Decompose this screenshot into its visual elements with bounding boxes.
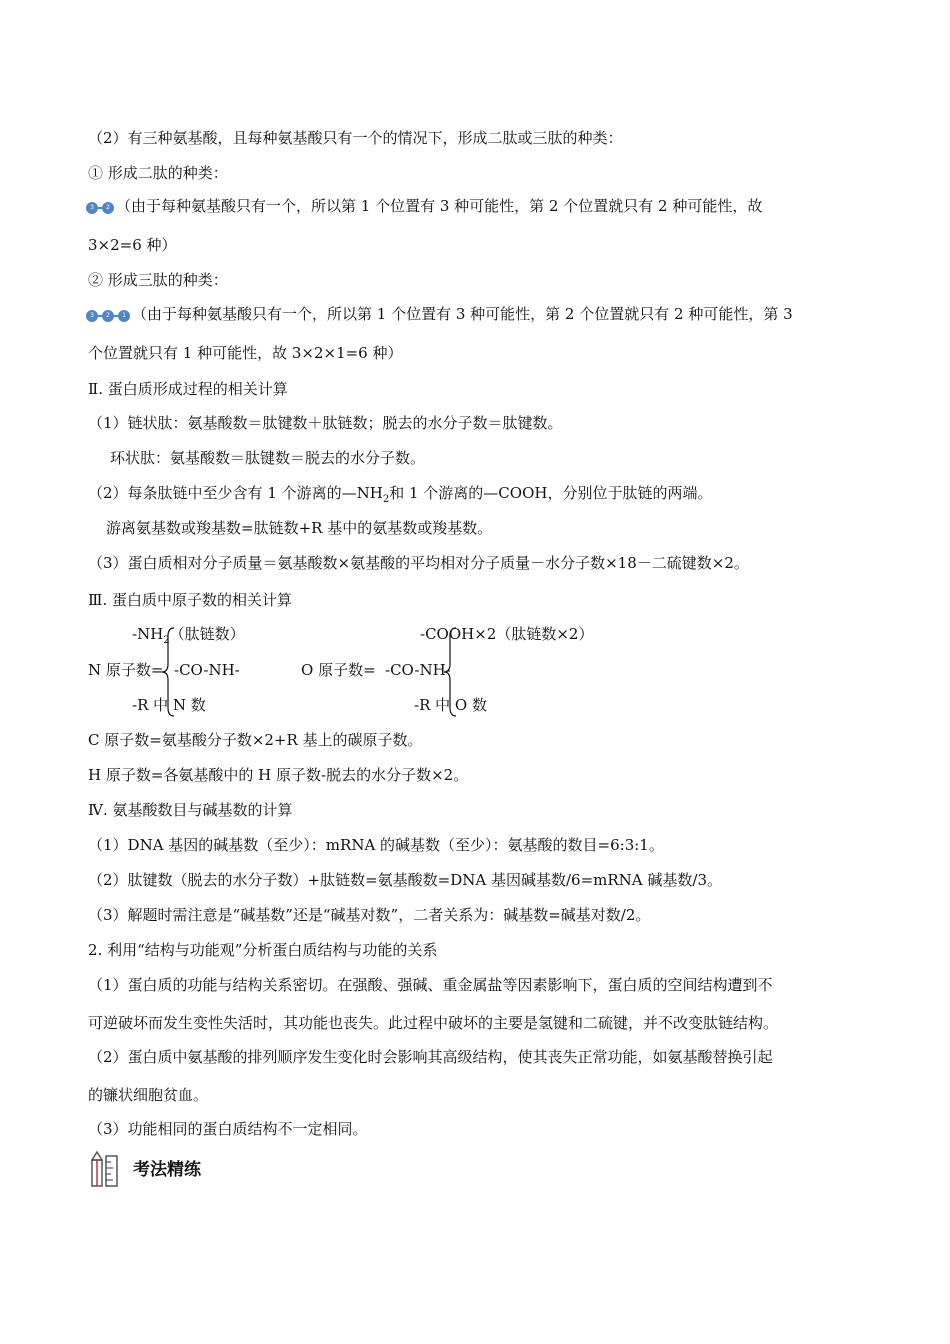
text-line: 3×2=6 种） [88, 236, 177, 254]
text-line: （2）蛋白质中氨基酸的排列顺序发生变化时会影响其高级结构，使其丧失正常功能，如氨基酸替换引起 [88, 1048, 773, 1066]
dipeptide-dots-icon: 3 2 [86, 197, 114, 217]
text-line: （1）链状肽：氨基酸数＝肽键数＋肽链数；脱去的水分子数＝肽键数。 [88, 414, 563, 432]
text-line: 的镰状细胞贫血。 [88, 1086, 209, 1104]
tripeptide-dots-icon: 3 2 1 [86, 305, 130, 325]
n-formula-label: N 原子数= [88, 661, 164, 679]
text-line: 3 2 （由于每种氨基酸只有一个，所以第 1 个位置有 3 种可能性，第 2 个位置就只有 2 种可能性，故 [86, 196, 762, 217]
practice-heading: 考法精练 [133, 1160, 201, 1180]
o-formula-top: -COOH×2（肽链数×2） [420, 625, 594, 643]
text-line: ② 形成三肽的种类： [88, 271, 228, 289]
o-formula-label: O 原子数= [301, 661, 376, 679]
section-heading: Ⅲ. 蛋白质中原子数的相关计算 [88, 591, 293, 609]
text-line: （1）蛋白质的功能与结构关系密切。在强酸、强碱、重金属盐等因素影响下，蛋白质的空间结构遭到不 [88, 976, 773, 994]
text-line: 个位置就只有 1 种可能性，故 3×2×1=6 种） [88, 344, 403, 362]
text-line: ① 形成二肽的种类： [88, 164, 228, 182]
right-brace-icon [442, 626, 458, 718]
text-line: （2）肽键数（脱去的水分子数）+肽链数=氨基酸数=DNA 基因碱基数/6=mRNA 碱基数/3。 [88, 871, 723, 889]
section-heading: Ⅳ. 氨基酸数目与碱基数的计算 [88, 801, 293, 819]
text-line: （2）每条肽链中至少含有 1 个游离的$—NH_2$和 1 个游离的—COOH，分别位于肽链的两端。 [88, 484, 713, 505]
text-line: （1）DNA 基因的碱基数（至少）：mRNA 的碱基数（至少）：氨基酸的数目=6:3:1。 [88, 836, 664, 854]
n-formula-bottom: -R 中 N 数 [132, 696, 206, 714]
o-formula-bottom: -R 中 O 数 [414, 696, 487, 714]
text-line: C 原子数=氨基酸分子数×2+R 基上的碳原子数。 [88, 731, 423, 749]
text-line: （3）解题时需注意是“碱基数”还是“碱基对数”，二者关系为：碱基数=碱基对数/2。 [88, 906, 651, 924]
pencil-ruler-icon [90, 1150, 120, 1188]
text-line: （3）蛋白质相对分子质量＝氨基酸数×氨基酸的平均相对分子质量－水分子数×18－二硫键数×2。 [88, 554, 749, 572]
text-line: 可逆破坏而发生变性失活时，其功能也丧失。此过程中破坏的主要是氢键和二硫键，并不改变肽链结构。 [88, 1014, 779, 1032]
text-line: 游离氨基数或羧基数=肽链数+R 基中的氨基数或羧基数。 [106, 519, 493, 537]
text-line: H 原子数=各氨基酸中的 H 原子数-脱去的水分子数×2。 [88, 766, 469, 784]
n-formula-mid: -CO-NH- [174, 661, 240, 679]
text-line: 环状肽：氨基酸数＝肽键数＝脱去的水分子数。 [110, 449, 426, 467]
left-brace-icon [160, 626, 176, 718]
text-line: （2）有三种氨基酸，且每种氨基酸只有一个的情况下，形成二肽或三肽的种类： [88, 129, 623, 147]
text-line: 3 2 1 （由于每种氨基酸只有一个，所以第 1 个位置有 3 种可能性，第 2 个位置就只有 2 种可能性，第 3 [86, 304, 793, 325]
section-heading: Ⅱ. 蛋白质形成过程的相关计算 [88, 380, 288, 398]
n-formula-top: $-NH_2$（肽链数） [132, 625, 245, 646]
text-line: （3）功能相同的蛋白质结构不一定相同。 [88, 1120, 368, 1138]
section-heading: 2. 利用“结构与功能观”分析蛋白质结构与功能的关系 [88, 941, 438, 959]
o-formula-mid: -CO-NH- [385, 661, 451, 679]
